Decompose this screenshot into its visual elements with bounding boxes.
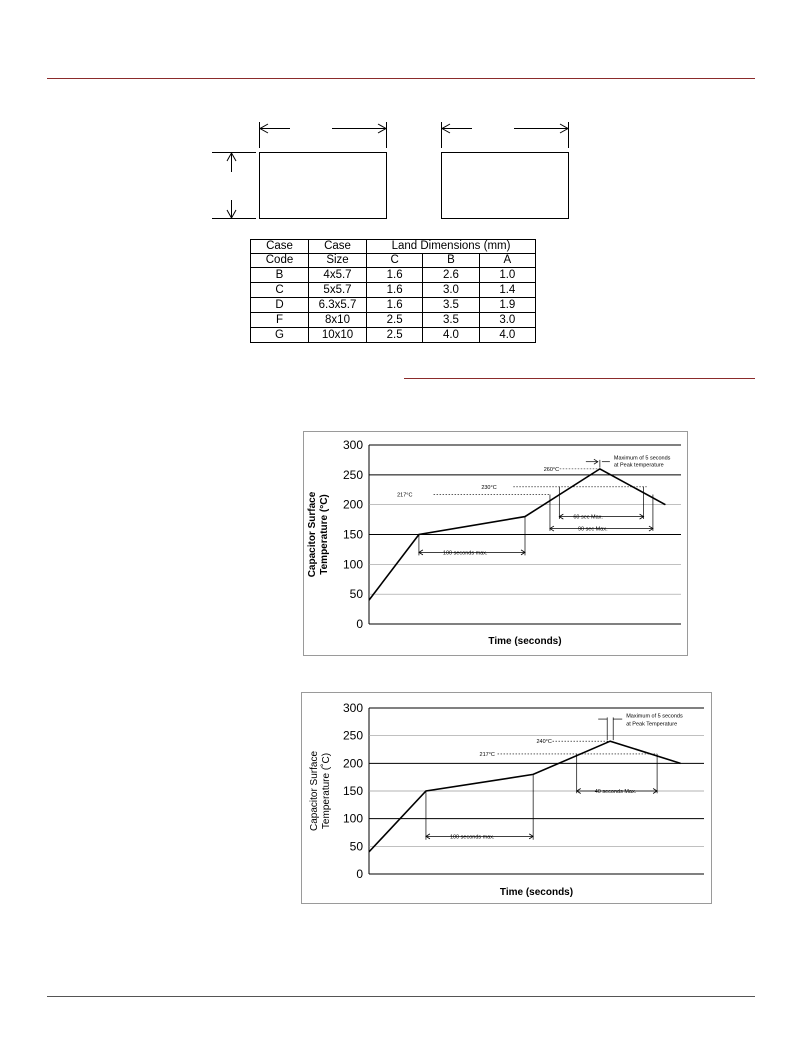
- cell-a: 4.0: [479, 328, 535, 343]
- x-axis-label: Time (seconds): [499, 887, 574, 898]
- cell-c: 1.6: [367, 283, 423, 298]
- temp-label-230: 230°C: [481, 484, 497, 491]
- y-tick-label: 200: [342, 756, 363, 771]
- y-axis-label-line2: Temperature (°C): [319, 494, 330, 575]
- bottom-rule: [47, 996, 755, 997]
- y-tick-label: 200: [342, 497, 363, 512]
- table-row: [251, 313, 536, 328]
- preheat-annotation: 100 seconds max.: [449, 834, 495, 841]
- cell-a: 1.0: [479, 268, 535, 283]
- table-row: [251, 298, 536, 313]
- header-case-size-2: Size: [309, 254, 367, 268]
- cell-code: F: [251, 313, 309, 328]
- y-axis-label-line1: Capacitor Surface: [309, 750, 320, 832]
- cell-c: 2.5: [367, 313, 423, 328]
- reflow-chart-1: [303, 431, 688, 656]
- reflow-chart-2: [301, 692, 712, 904]
- cell-code: B: [251, 268, 309, 283]
- peak-annotation-line2: at Peak Temperature: [626, 721, 678, 728]
- cell-size: 5x5.7: [309, 283, 367, 298]
- y-tick-label: 250: [342, 467, 363, 482]
- cell-c: 1.6: [367, 268, 423, 283]
- y-tick-label: 150: [342, 527, 363, 542]
- window230-annotation: 60 sec Max.: [573, 514, 603, 521]
- temp-label-240: 240°C: [536, 739, 552, 746]
- x-axis-label: Time (seconds): [488, 636, 562, 647]
- header-case-code-1: Case: [251, 240, 309, 254]
- cell-code: C: [251, 283, 309, 298]
- preheat-annotation: 100 seconds max.: [442, 550, 488, 557]
- subheader-c: C: [367, 254, 423, 268]
- y-tick-label: 0: [356, 617, 363, 631]
- y-tick-label: 100: [342, 557, 363, 572]
- cell-b: 2.6: [423, 268, 479, 283]
- cell-size: 10x10: [309, 328, 367, 343]
- y-axis-label-line2: Temperature (˚C): [321, 752, 332, 830]
- y-tick-label: 100: [342, 811, 363, 826]
- peak-annotation-line1: Maximum of 5 seconds: [626, 713, 683, 720]
- header-case-size-1: Case: [309, 240, 367, 254]
- y-tick-label: 150: [342, 784, 363, 798]
- cell-a: 3.0: [479, 313, 535, 328]
- dimension-lines: [0, 0, 802, 240]
- cell-size: 8x10: [309, 313, 367, 328]
- window217-annotation: 40 seconds Max.: [594, 789, 637, 795]
- cell-c: 2.5: [367, 328, 423, 343]
- peak-annotation-line2: at Peak temperature: [613, 462, 664, 469]
- temp-label-260: 260°C: [543, 466, 560, 473]
- subheader-b: B: [423, 254, 479, 268]
- y-axis-label-line1: Capacitor Surface: [307, 491, 318, 578]
- cell-b: 3.5: [423, 313, 479, 328]
- header-case-code-2: Code: [251, 254, 309, 268]
- temp-label-217: 217°C: [397, 492, 413, 499]
- cell-code: D: [251, 298, 309, 313]
- y-tick-label: 50: [349, 839, 363, 854]
- profile-line: [369, 741, 681, 852]
- cell-b: 4.0: [423, 328, 479, 343]
- subheader-a: A: [479, 254, 535, 268]
- cell-a: 1.4: [479, 283, 535, 298]
- y-tick-label: 250: [342, 728, 363, 743]
- y-tick-label: 300: [342, 438, 363, 452]
- cell-size: 6.3x5.7: [309, 298, 367, 313]
- y-tick-label: 0: [356, 867, 363, 881]
- y-tick-label: 300: [342, 701, 363, 715]
- table-row: [251, 283, 536, 298]
- land-dimensions-table: [250, 239, 536, 343]
- table-row: [251, 328, 536, 343]
- header-land-dimensions: Land Dimensions (mm): [367, 240, 536, 254]
- y-tick-label: 50: [349, 587, 363, 602]
- cell-c: 1.6: [367, 298, 423, 313]
- cell-b: 3.0: [423, 283, 479, 298]
- window217-annotation: 90 sec Max.: [577, 526, 608, 533]
- cell-b: 3.5: [423, 298, 479, 313]
- section-rule: [404, 378, 755, 379]
- temp-label-217: 217°C: [479, 751, 495, 758]
- table-row: [251, 268, 536, 283]
- cell-a: 1.9: [479, 298, 535, 313]
- peak-annotation-line1: Maximum of 5 seconds: [613, 455, 671, 462]
- cell-size: 4x5.7: [309, 268, 367, 283]
- cell-code: G: [251, 328, 309, 343]
